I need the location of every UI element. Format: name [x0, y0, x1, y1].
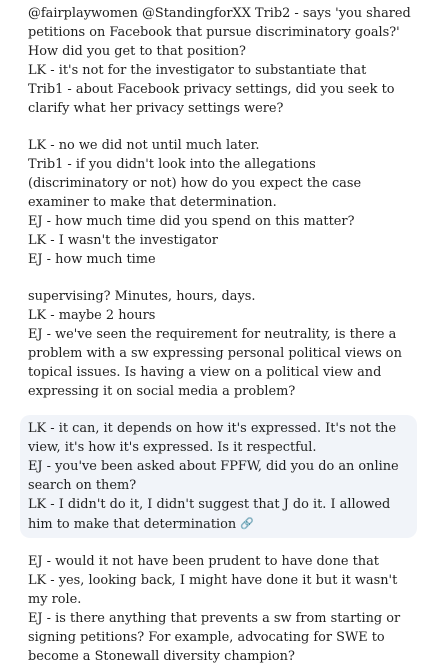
tweet-line: EJ - would it not have been prudent to have done that	[28, 554, 379, 569]
tweet-line: LK - it's not for the investigator to substantiate that	[28, 63, 367, 78]
tweet-line	[28, 495, 413, 534]
tweet-block-5	[0, 548, 441, 670]
tweet-line: EJ - you've been asked about FPFW, did you do an online search on them?	[28, 459, 399, 493]
spacer	[0, 273, 441, 283]
tweet-line: EJ - how much time did you spend on this matter?	[28, 214, 355, 229]
tweet-line: Trib1 - if you didn't look into the allegations (discriminatory or not) how do you expect the case examiner to make that determination.	[28, 157, 362, 210]
tweet-line: Trib1 - about Facebook privacy settings, did you seek to clarify what her privacy settings were?	[28, 82, 395, 116]
spacer	[0, 122, 441, 132]
tweet-line: @fairplaywomen @StandingforXX Trib2 - says 'you shared petitions on Facebook that pursue discriminatory goals?' How did you get to that position?	[28, 6, 411, 59]
spacer	[0, 405, 441, 415]
tweet-line-text: LK - I didn't do it, I didn't suggest that J do it. I allowed him to make that determination	[28, 497, 391, 532]
tweet-line: supervising? Minutes, hours, days.	[28, 289, 256, 304]
tweet-block-3	[0, 283, 441, 405]
tweet-line: EJ - how much time	[28, 252, 156, 267]
tweet-block-2	[0, 132, 441, 273]
tweet-line: LK - no we did not until much later.	[28, 138, 260, 153]
tweet-block-4-highlighted[interactable]	[20, 415, 417, 538]
tweet-line: EJ - is there anything that prevents a sw from starting or signing petitions? For example, advocating for SWE to become a Stonewall diversity champion?	[28, 611, 401, 664]
tweet-line: EJ - we've seen the requirement for neutrality, is there a problem with a sw expressing personal political views on topical issues. Is having a view on a political view and expressing it on social media a problem?	[28, 327, 402, 399]
tweet-line: LK - yes, looking back, I might have done it but it wasn't my role.	[28, 573, 398, 607]
tweet-block-1	[0, 0, 441, 122]
spacer	[0, 538, 441, 548]
tweet-line: LK - it can, it depends on how it's expressed. It's not the view, it's how it's expressed. Is it respectful.	[28, 421, 397, 455]
tweet-line: LK - maybe 2 hours	[28, 308, 156, 323]
tweet-line: LK - I wasn't the investigator	[28, 233, 218, 248]
link-icon[interactable]: 🔗	[240, 517, 254, 530]
